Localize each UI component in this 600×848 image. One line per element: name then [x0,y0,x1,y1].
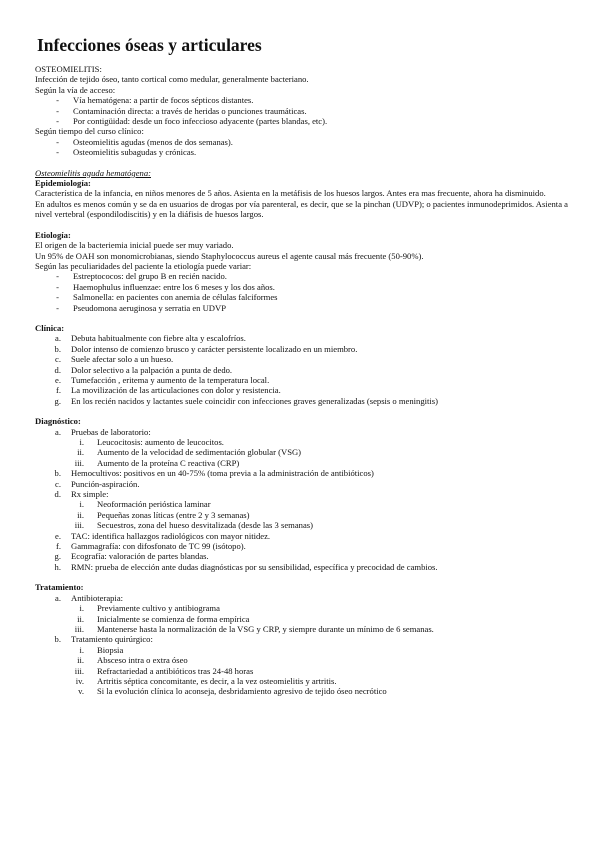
sub-list-item: ii. Inicialmente se comienza de forma empírica [77,613,250,624]
list-item: e. Tumefacción , eritema y aumento de la temperatura local. [55,374,270,385]
list-item: g. En los recién nacidos y lactantes suele coincidir con infecciones graves generalizadas (sepsis o meningitis) [54,395,439,406]
etiologia-line-3: Según las peculiaridades del paciente la etiología puede variar: [35,260,252,271]
sub-list [35,499,568,530]
list-item: e. TAC: identifica hallazgos radiológicos con mayor nitidez. [55,530,271,541]
list-item: a. Debuta habitualmente con fiebre alta y escalofríos. [55,333,246,344]
list-item: a. Antibioterapia: i. Previamente cultivo y antibiograma ii. Inicialmente se comienza de forma empírica iii. Mantenerse hasta la normalización de la VSG y CRP, y siempre durante un mínimo de 6 semanas. [35,593,568,635]
epidemiologia-paragraph-1: Característica de la infancia, en niños menores de 5 años. Asienta en la metáfisis de los huesos largos. Antes era mas frecuente, ahora ha disminuido. [35,188,546,199]
etiologia-line-2: Un 95% de OAH son monomicrobianas, siendo Staphylococcus aureus el agente causal más frecuente (50-90%). [35,250,424,261]
tratamiento-list [35,593,568,697]
epidemiologia-paragraph-2: En adultos es menos común y se da en usuarios de drogas por vía parenteral, es decir, que se la pinchan (UDVP); o pacientes inmunodeprimidos. Asienta a nivel vertebral (espondilodiscitis) y en la diáfisis de huesos largos. [35,198,568,220]
sub-list [35,603,568,634]
list-item: - Haemophulus influenzae: entre los 6 meses y los dos años. [56,281,275,292]
tiempo-list [35,137,568,158]
via-list [35,95,568,126]
list-item: - Contaminación directa: a través de heridas o punciones traumáticas. [56,105,307,116]
sub-list-item: ii. Pequeñas zonas líticas (entre 2 y 3 semanas) [77,509,250,520]
list-item: b. Tratamiento quirúrgico: i. Biopsia ii. Absceso intra o extra óseo iii. Refractariedad a antibióticos tras 24-48 horas iv. Artritis séptica concomitante, es decir, a la vez osteomielitis y artritis. v. Si la evolución clínica lo aconseja, desbridamiento agresivo de tejido óseo necrótico [35,634,568,696]
sub-list-item: iv. Artritis séptica concomitante, es decir, a la vez osteomielitis y artritis. [75,675,337,686]
sub-list-item: iii. Refractariedad a antibióticos tras 24-48 horas [74,665,254,676]
list-item: - Pseudomona aeruginosa y serratia en UDVP [56,302,226,313]
tiempo-intro: Según tiempo del curso clínico: [35,126,144,137]
sub-list-item: ii. Absceso intra o extra óseo [77,655,188,666]
list-item: a. Pruebas de laboratorio: i. Leucocitosis: aumento de leucocitos. ii. Aumento de la velocidad de sedimentación globular (VSG) iii. Aumento de la proteína C reactiva (CRP) [35,427,568,469]
etiologia-heading: Etiología: [35,229,71,240]
sub-list-item: iii. Secuestros, zona del hueso desvitalizada (desde las 3 semanas) [74,520,313,531]
list-item: g. Ecografía: valoración de partes blandas. [54,551,209,562]
list-item: f. La movilización de las articulaciones con dolor y resistencia. [55,385,281,396]
clinica-list [35,333,568,406]
list-item: - Vía hematógena: a partir de focos sépticos distantes. [56,95,254,106]
list-item: - Osteomielitis subagudas y crónicas. [56,147,197,158]
list-item: - Salmonella: en pacientes con anemia de células falciformes [56,292,278,303]
list-item: f. Gammagrafía: con difosfonato de TC 99 (isótopo). [55,541,246,552]
list-item: - Por contigüidad: desde un foco infeccioso adyacente (partes blandas, etc). [56,116,328,127]
etiologia-list [35,271,568,313]
diagnostico-list [35,427,568,573]
list-item: c. Suele afectar solo a un hueso. [55,354,174,365]
sub-list-item: iii. Aumento de la proteína C reactiva (CRP) [74,457,240,468]
list-item: c. Punción-aspiración. [55,478,140,489]
etiologia-line-1: El origen de la bacteriemia inicial puede ser muy variado. [35,240,234,251]
sub-list-item: i. Leucocitosis: aumento de leucocitos. [79,437,224,447]
sub-list-item: i. Neoformación perióstica laminar [79,499,211,510]
aguda-subtitle: Osteomielitis aguda hematógena: [35,167,151,178]
list-item: - Osteomielitis agudas (menos de dos semanas). [56,136,233,147]
list-item: h. RMN: prueba de elección ante dudas diagnósticas por su sensibilidad, específica y precocidad de cambios. [54,561,438,572]
sub-list-item: v. Si la evolución clínica lo aconseja, desbridamiento agresivo de tejido óseo necrótico [78,686,387,697]
clinica-heading: Clínica: [35,322,65,333]
epidemiologia-heading: Epidemiología: [35,178,91,189]
sub-list-item: i. Previamente cultivo y antibiograma [79,603,220,614]
list-item: d. Rx simple: i. Neoformación perióstica laminar ii. Pequeñas zonas líticas (entre 2 y 3 semanas) iii. Secuestros, zona del hueso desvitalizada (desde las 3 semanas) [35,489,568,531]
diagnostico-heading: Diagnóstico: [35,416,81,427]
sub-list-item: ii. Aumento de la velocidad de sedimentación globular (VSG) [77,447,302,458]
sub-list [35,645,568,697]
sub-list-item: i. Biopsia [79,644,124,655]
document-body [35,64,568,697]
page-title: Infecciones óseas y articulares [37,35,262,55]
section-heading-osteomielitis: OSTEOMIELITIS: [35,64,102,74]
list-item: b. Hemocultivos: positivos en un 40-75% (toma previa a la administración de antibióticos) [54,468,374,479]
list-item: - Estreptococos: del grupo B en recién nacido. [56,271,227,282]
sub-list-item: iii. Mantenerse hasta la normalización de la VSG y CRP, y siempre durante un mínimo de 6 semanas. [74,623,434,634]
list-item: b. Dolor intenso de comienzo brusco y carácter persistente localizado en un miembro. [54,343,358,354]
definition-text: Infección de tejido óseo, tanto cortical como medular, generalmente bacteriano. [35,74,309,85]
list-item: d. Dolor selectivo a la palpación a punta de dedo. [54,364,233,375]
via-intro: Según la vía de acceso: [35,84,116,95]
tratamiento-heading: Tratamiento: [35,582,84,593]
sub-list [35,437,568,468]
